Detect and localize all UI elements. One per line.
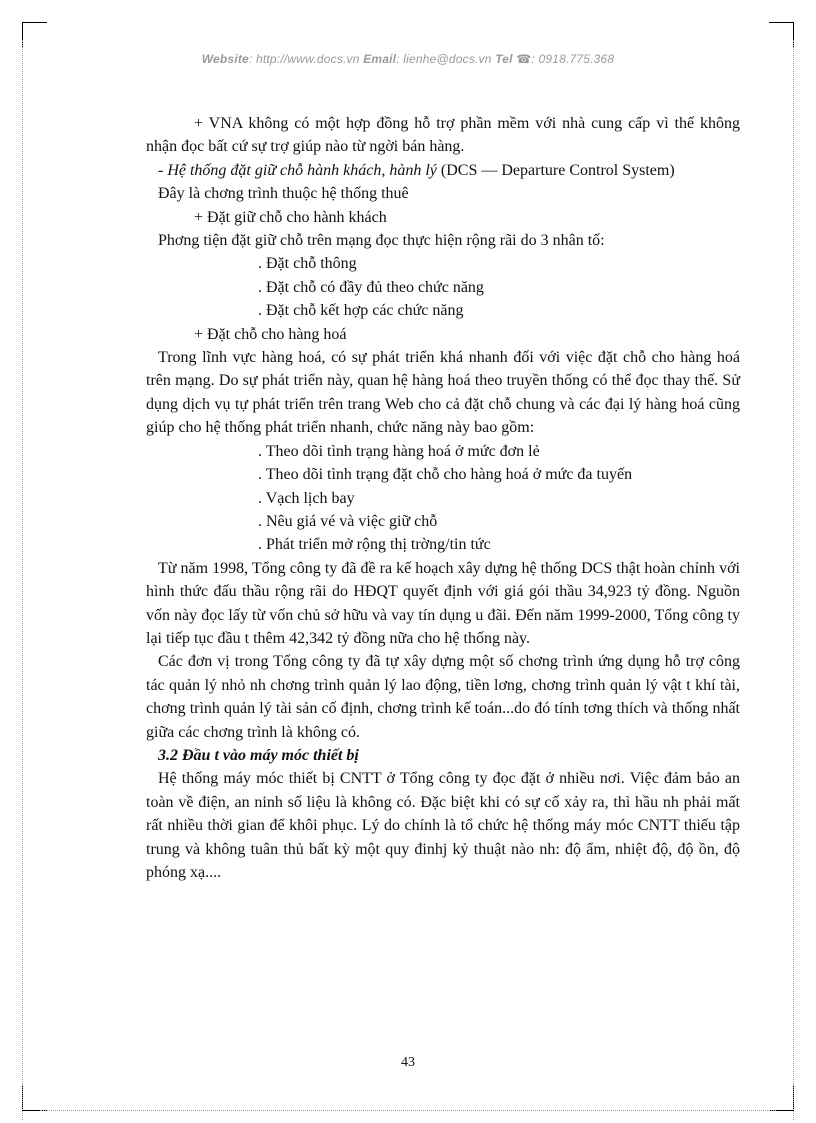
page-number: 43	[401, 1055, 415, 1070]
email-label: Email	[363, 52, 397, 66]
page-border-corner	[22, 1086, 47, 1111]
dcs-italic: - Hệ thống đặt giữ chỗ hành khách, hành lý	[158, 161, 437, 179]
document-body	[146, 112, 740, 884]
tel-value: ☎: 0918.775.368	[516, 52, 615, 66]
list-item: . Phát triển mở rộng thị trờng/tin tức	[258, 536, 491, 554]
paragraph: + VNA không có một hợp đồng hỗ trợ phần mềm với nhà cung cấp vì thế không nhận đọc bất cứ sự trợ giúp nào từ ngời bán hàng.	[146, 115, 740, 156]
page-border-left	[22, 40, 23, 1120]
page-header	[0, 52, 816, 66]
list-item: . Đặt chỗ thông	[258, 255, 357, 273]
section-heading: 3.2 Đầu t vào máy móc thiết bị	[158, 746, 359, 764]
list-item: . Đặt chỗ có đầy đủ theo chức năng	[258, 278, 484, 296]
paragraph: Trong lĩnh vực hàng hoá, có sự phát triển khá nhanh đối với việc đặt chỗ cho hàng hoá trên mạng. Do sự phát triển này, quan hệ hàng hoá theo truyền thống có thể đọc thay thế. Sử dụng dịch vụ tự phát triển trên trang Web cho cả đặt chỗ chung và các đại lý hàng hoá cũng giúp cho hệ thống phát triển nhanh, chức năng này bao gồm:	[146, 349, 740, 437]
page-border-corner	[769, 22, 794, 47]
list-heading: + Đặt chỗ cho hàng hoá	[194, 325, 347, 343]
list-item: . Theo dõi tình trạng đặt chỗ cho hàng hoá ở mức đa tuyến	[258, 466, 633, 484]
dcs-normal: (DCS — Departure Control System)	[436, 161, 675, 179]
paragraph: Đây là chơng trình thuộc hệ thống thuê	[158, 185, 409, 203]
page-border-bottom	[40, 1110, 776, 1111]
paragraph: Phơng tiện đặt giữ chỗ trên mạng đọc thực hiện rộng rãi do 3 nhân tố:	[158, 232, 605, 250]
list-item: . Vạch lịch bay	[258, 489, 355, 507]
page-border-right	[793, 40, 794, 1120]
paragraph: Từ năm 1998, Tổng công ty đã đề ra kế hoạch xây dựng hệ thống DCS thật hoàn chỉnh với hình thức đấu thầu rộng rãi do HĐQT quyết định với giá gói thầu 34,923 tỷ đồng. Nguồn vốn này đọc lấy từ vốn chủ sở hữu và vay tín dụng u đãi. Đến năm 1999-2000, Tổng công ty lại tiếp tục đầu t thêm 42,342 tỷ đồng nữa cho hệ thống này.	[146, 559, 740, 647]
website-label: Website	[201, 52, 249, 66]
website-value: : http://www.docs.vn	[248, 52, 360, 66]
list-item: . Nêu giá vé và việc giữ chỗ	[258, 512, 438, 530]
paragraph: Hệ thống máy móc thiết bị CNTT ở Tổng công ty đọc đặt ở nhiều nơi. Việc đảm bảo an toàn về điện, an ninh số liệu là không có. Đặc biệt khi có sự cố xảy ra, thì hầu nh phải mất rất nhiều thời gian để khôi phục. Lý do chính là tổ chức hệ thống máy móc CNTT thiếu tập trung và không tuân thủ bất kỳ một quy đinhj kỷ thuật nào nh: độ ẩm, nhiệt độ, độ ồn, độ phóng xạ....	[146, 770, 740, 881]
paragraph: Các đơn vị trong Tổng công ty đã tự xây dựng một số chơng trình ứng dụng hỗ trợ công tác quản lý nhỏ nh chơng trình quản lý lao động, tiền lơng, chơng trình quản lý vật t khí tài, chơng trình quản lý tài sản cố định, chơng trình kế toán...do đó tính tơng thích và thống nhất giữa các chơng trình là không có.	[146, 653, 740, 741]
list-item: . Đặt chỗ kết hợp các chức năng	[258, 302, 464, 320]
page-border-corner	[22, 22, 47, 47]
tel-label: Tel	[495, 52, 513, 66]
list-heading: + Đặt giữ chỗ cho hành khách	[194, 208, 387, 226]
list-item: . Theo dõi tình trạng hàng hoá ở mức đơn lẻ	[258, 442, 540, 460]
page-border-corner	[769, 1086, 794, 1111]
dcs-heading-line	[146, 159, 740, 182]
email-value: : lienhe@docs.vn	[396, 52, 492, 66]
